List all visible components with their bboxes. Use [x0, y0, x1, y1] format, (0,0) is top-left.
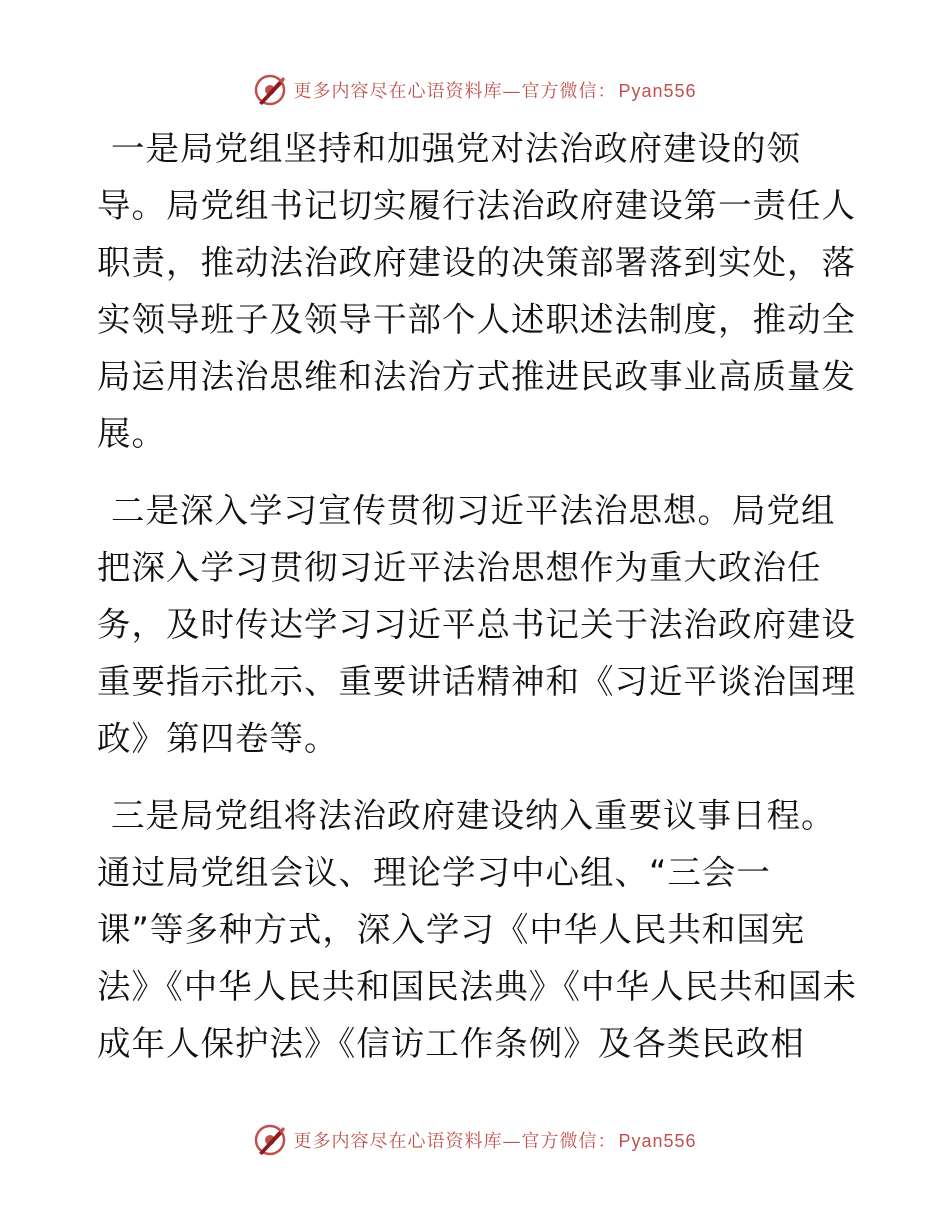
- pen-logo-icon: [253, 73, 287, 107]
- footer-watermark: [0, 1120, 950, 1160]
- watermark-wechat-id: Pyan556: [618, 1131, 697, 1151]
- watermark-wechat-id: Pyan556: [618, 81, 697, 101]
- watermark-label: 更多内容尽在心语资料库—官方微信：: [293, 1131, 617, 1152]
- header-watermark: [0, 70, 950, 110]
- paragraph-3: 三是局党组将法治政府建设纳入重要议事日程。通过局党组会议、理论学习中心组、“三会一课”等多种方式，深入学习《中华人民共和国宪法》《中华人民共和国民法典》《中华人民共和国未成年人保护法》《信访工作条例》及各类民政相: [97, 796, 857, 1063]
- paragraph-2: 二是深入学习宣传贯彻习近平法治思想。局党组把深入学习贯彻习近平法治思想作为重大政治任务，及时传达学习习近平总书记关于法治政府建设重要指示批示、重要讲话精神和《习近平谈治国理政》第四卷等。: [97, 491, 856, 758]
- watermark-text: [293, 1127, 696, 1153]
- pen-logo-icon: [253, 1123, 287, 1157]
- watermark-label: 更多内容尽在心语资料库—官方微信：: [293, 81, 617, 102]
- document-body: [97, 120, 857, 1092]
- watermark-text: [293, 77, 696, 103]
- paragraph-1: 一是局党组坚持和加强党对法治政府建设的领导。局党组书记切实履行法治政府建设第一责任人职责，推动法治政府建设的决策部署落到实处，落实领导班子及领导干部个人述职述法制度，推动全局运用法治思维和法治方式推进民政事业高质量发展。: [97, 129, 856, 453]
